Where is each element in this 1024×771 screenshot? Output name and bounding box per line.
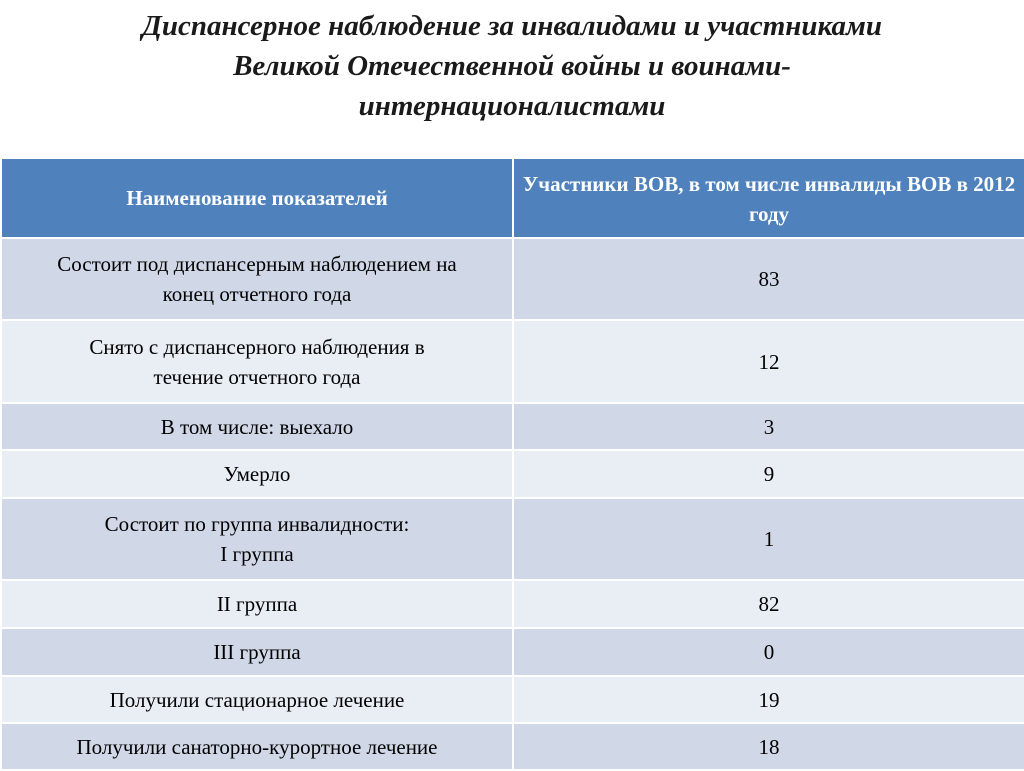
- table-row: [1, 723, 1024, 770]
- table-row: [1, 403, 1024, 450]
- title-line-1: Диспансерное наблюдение за инвалидами и участниками: [142, 10, 882, 42]
- table-row: [1, 676, 1024, 723]
- table-header-row: [1, 158, 1024, 238]
- indicators-table: [0, 157, 1024, 771]
- page-title: [0, 6, 1024, 126]
- table-row: [1, 580, 1024, 628]
- row-label: Получили санаторно-курортное лечение: [1, 723, 513, 770]
- row-value: 0: [513, 628, 1024, 676]
- row-value: 19: [513, 676, 1024, 723]
- table-row: [1, 320, 1024, 403]
- table-row: [1, 628, 1024, 676]
- header-wwii-participants: Участники ВОВ, в том числе инвалиды ВОВ в 2012 году: [513, 158, 1024, 238]
- row-label: Состоит по группа инвалидности: I группа: [1, 498, 513, 580]
- row-label: Снято с диспансерного наблюдения в течение отчетного года: [1, 320, 513, 403]
- row-value: 9: [513, 450, 1024, 498]
- title-line-2: Великой Отечественной войны и воинами-: [233, 50, 791, 82]
- row-value: 82: [513, 580, 1024, 628]
- table-row: [1, 498, 1024, 580]
- row-value: 3: [513, 403, 1024, 450]
- row-label: Состоит под диспансерным наблюдением на конец отчетного года: [1, 238, 513, 320]
- row-value: 83: [513, 238, 1024, 320]
- row-label: Умерло: [1, 450, 513, 498]
- title-line-3: интернационалистами: [358, 90, 666, 122]
- row-value: 12: [513, 320, 1024, 403]
- row-label: II группа: [1, 580, 513, 628]
- row-label: Получили стационарное лечение: [1, 676, 513, 723]
- table-row: [1, 238, 1024, 320]
- header-indicator-name: Наименование показателей: [1, 158, 513, 238]
- row-label: В том числе: выехало: [1, 403, 513, 450]
- row-value: 1: [513, 498, 1024, 580]
- table-row: [1, 450, 1024, 498]
- row-label: III группа: [1, 628, 513, 676]
- row-value: 18: [513, 723, 1024, 770]
